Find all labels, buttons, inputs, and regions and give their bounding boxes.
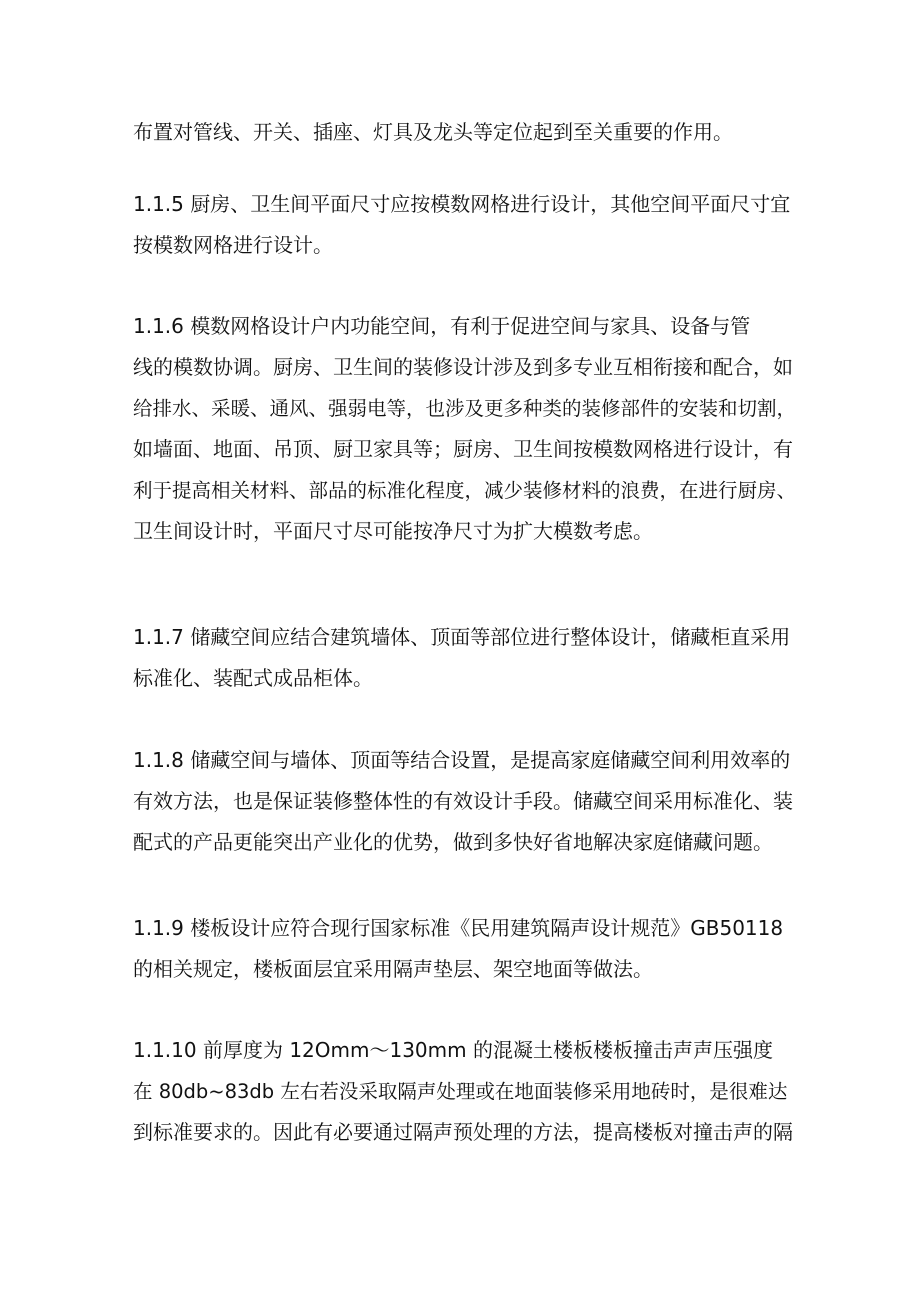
text-line: 1.1.10 前厚度为 12Omm～130mm 的混凝土楼板楼板撞击声声压强度 (133, 1038, 773, 1062)
paragraph-1-1-6 (133, 306, 797, 552)
text-line: 标准化、装配式成品柜体。 (133, 666, 373, 690)
text-line: 1.1.9 楼板设计应符合现行国家标准《民用建筑隔声设计规范》GB50118 (133, 916, 784, 940)
text-line: 1.1.7 储藏空间应结合建筑墙体、顶面等部位进行整体设计，储藏柜直采用 (133, 625, 791, 649)
text-line: 1.1.8 储藏空间与墙体、顶面等结合设置，是提高家庭储藏空间利用效率的 (133, 748, 791, 772)
text-line: 的相关规定，楼板面层宜采用隔声垫层、架空地面等做法。 (133, 957, 653, 981)
text-line: 线的模数协调。厨房、卫生间的装修设计涉及到多专业互相衔接和配合，如 (133, 355, 793, 379)
paragraph-1-1-7 (133, 617, 797, 699)
paragraph-1-1-10 (133, 1030, 797, 1153)
text-line: 1.1.5 厨房、卫生间平面尺寸应按模数网格进行设计，其他空间平面尺寸宜 (133, 192, 791, 216)
text-line: 卫生间设计时，平面尺寸尽可能按净尺寸为扩大模数考虑。 (133, 519, 653, 543)
text-line: 布置对管线、开关、插座、灯具及龙头等定位起到至关重要的作用。 (133, 120, 733, 144)
paragraph-1-1-5 (133, 184, 797, 266)
text-line: 如墙面、地面、吊顶、厨卫家具等；厨房、卫生间按模数网格进行设计，有 (133, 437, 793, 461)
paragraph-1-1-8 (133, 740, 797, 863)
text-line: 配式的产品更能突出产业化的优势，做到多快好省地解决家庭储藏问题。 (133, 830, 773, 854)
text-line: 有效方法，也是保证装修整体性的有效设计手段。储藏空间采用标准化、装 (133, 789, 793, 813)
text-line: 在 80db~83db 左右若没采取隔声处理或在地面装修采用地砖时，是很难达 (133, 1080, 788, 1103)
paragraph-1-1-9 (133, 908, 797, 990)
text-line: 利于提高相关材料、部品的标准化程度，减少装修材料的浪费，在进行厨房、 (133, 479, 797, 502)
paragraph-continuation (133, 112, 797, 153)
text-line: 给排水、采暖、通风、强弱电等，也涉及更多种类的装修部件的安装和切割， (133, 397, 797, 420)
text-line: 到标准要求的。因此有必要通过隔声预处理的方法，提高楼板对撞击声的隔 (133, 1120, 793, 1144)
text-line: 按模数网格进行设计。 (133, 233, 333, 257)
text-line: 1.1.6 模数网格设计户内功能空间，有利于促进空间与家具、设备与管 (133, 314, 751, 338)
